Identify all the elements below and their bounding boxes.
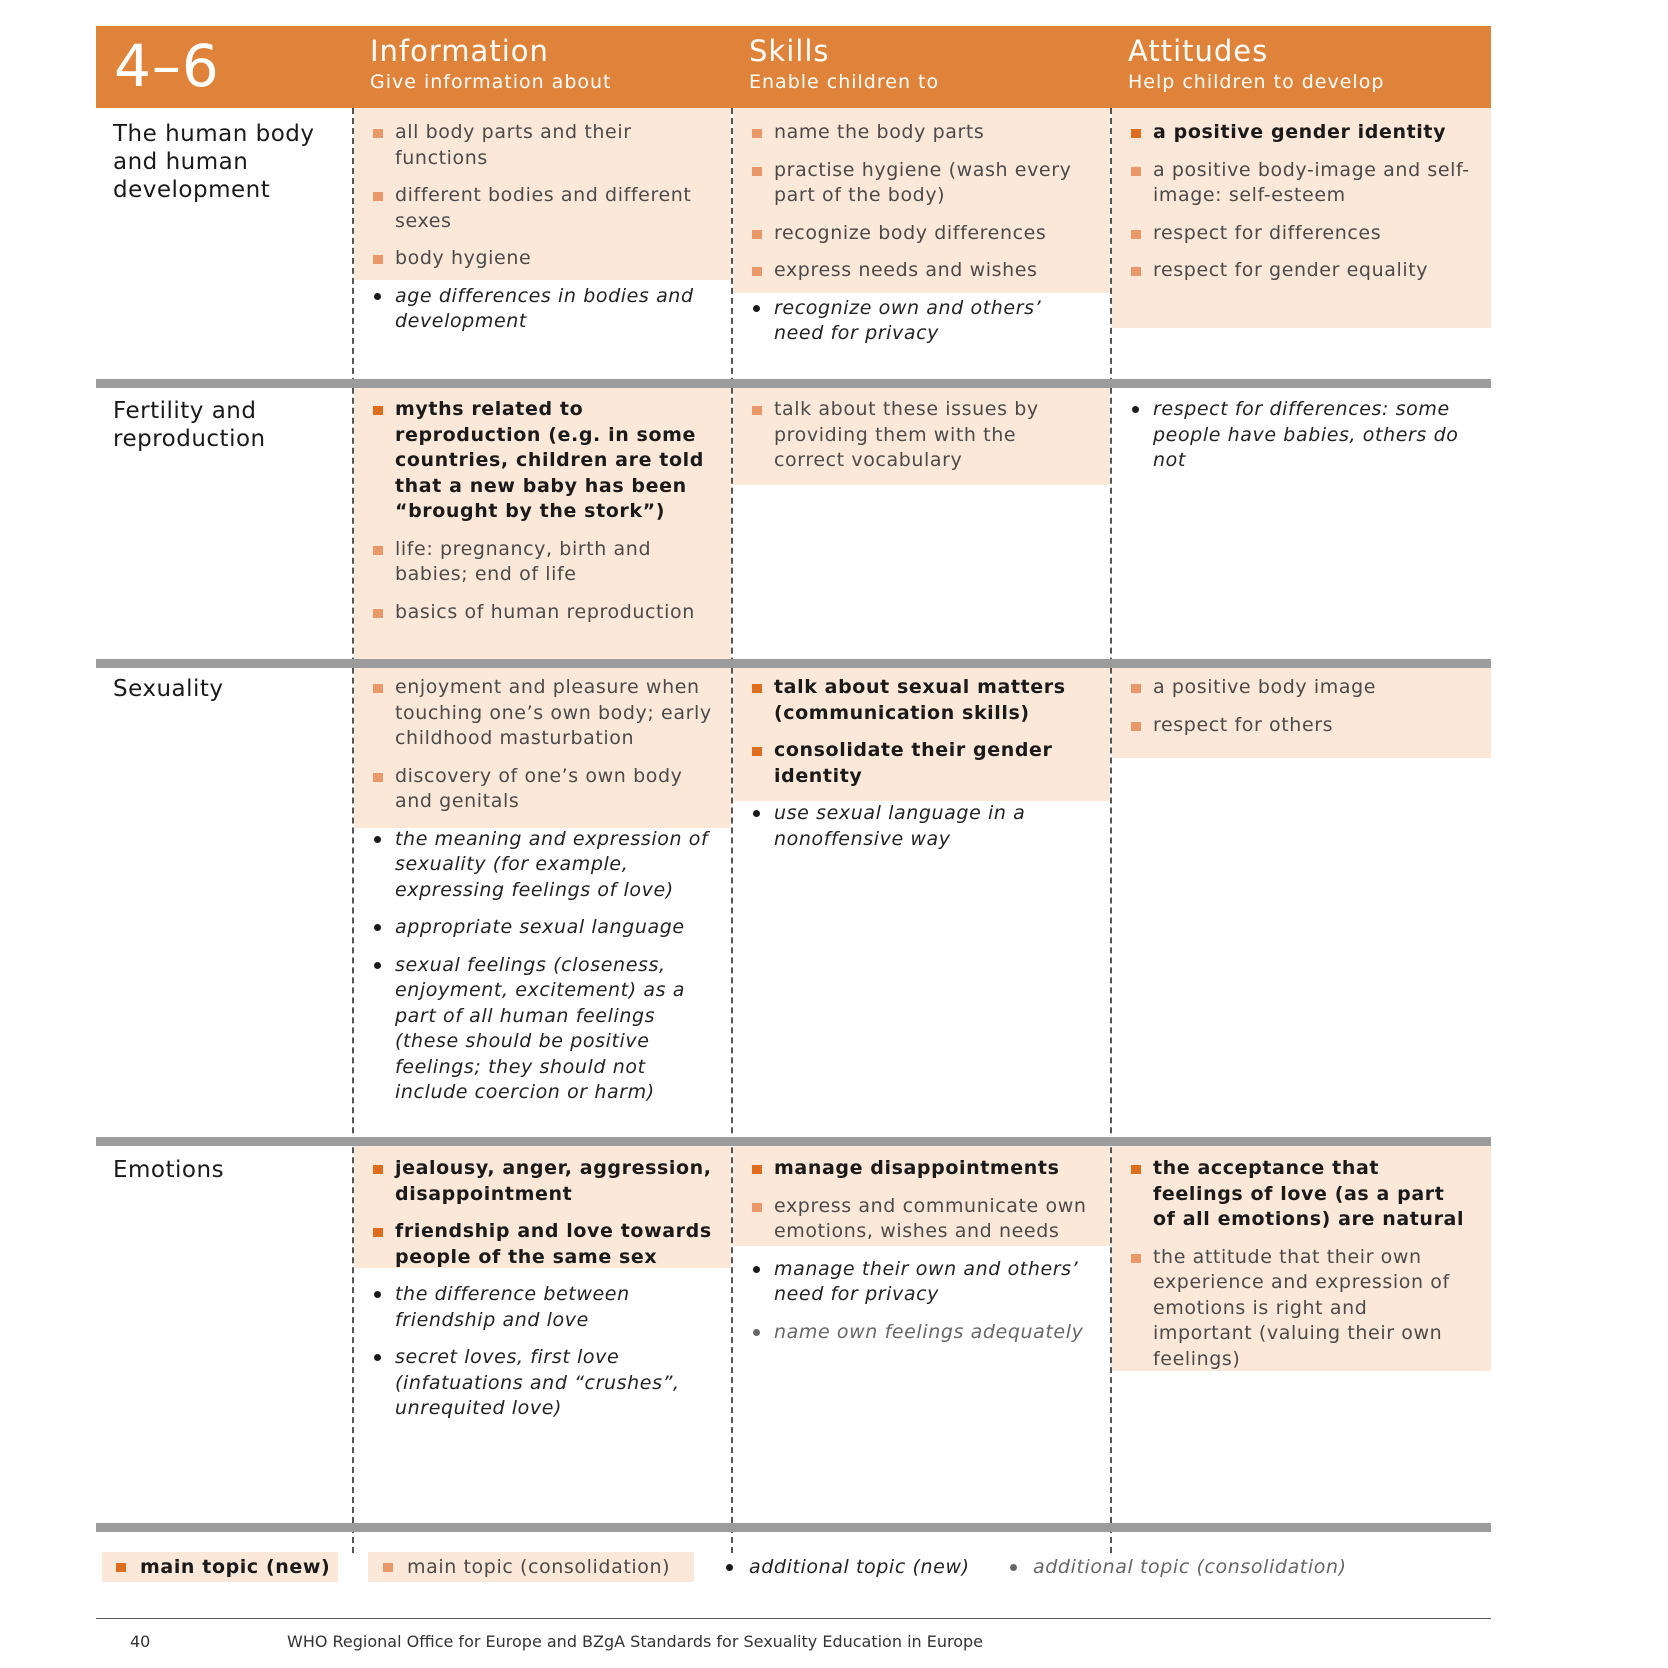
row-label-fertility: Fertility and reproduction	[113, 398, 266, 452]
bullet-marker-icon	[753, 1329, 760, 1336]
list-item	[733, 158, 1093, 209]
list-item-text: the difference between friendship and love	[395, 1283, 630, 1331]
list-item	[354, 764, 714, 815]
list-item-text: manage their own and others’ need for privacy	[774, 1257, 1079, 1305]
column-subtitle: Give information about	[370, 71, 612, 93]
list-item	[354, 1282, 714, 1333]
list-item-text: manage disappointments	[774, 1157, 1060, 1179]
list-item-text: talk about sexual matters (communication skills)	[774, 676, 1066, 724]
column-header-attitudes	[1128, 34, 1384, 94]
bullet-marker-icon	[753, 810, 760, 817]
list-item	[1112, 1156, 1472, 1233]
list-item-text: a positive body-image and self-image: self-esteem	[1153, 158, 1470, 206]
cell-information-human-body	[354, 120, 714, 347]
bullet-marker-icon	[374, 293, 381, 300]
list-item-text: sexual feelings (closeness, enjoyment, excitement) as a part of all human feelings (these should be positive feelings; they should not include coercion or harm)	[395, 953, 686, 1103]
list-item	[354, 600, 714, 626]
list-item-text: secret loves, first love (infatuations and “crushes”, unrequited love)	[395, 1346, 680, 1419]
square-marker-icon	[1131, 267, 1141, 276]
square-marker-icon	[373, 773, 383, 782]
page-number: 40	[130, 1632, 151, 1651]
cell-information-emotions	[354, 1156, 714, 1434]
row-label-sexuality: Sexuality	[113, 676, 224, 702]
list-item	[1112, 713, 1472, 739]
list-item	[354, 1156, 714, 1207]
column-title: Attitudes	[1128, 34, 1269, 68]
list-item	[733, 1320, 1093, 1346]
list-item-text: a positive gender identity	[1153, 121, 1447, 143]
cell-attitudes-human-body	[1112, 120, 1472, 296]
square-marker-icon	[1131, 722, 1141, 731]
legend-main-consolidation	[368, 1552, 694, 1582]
square-marker-icon	[1131, 129, 1141, 138]
column-title: Information	[370, 34, 549, 68]
list-item	[733, 1156, 1093, 1182]
list-item	[354, 827, 714, 904]
legend-label: main topic (consolidation)	[407, 1556, 671, 1578]
list-item	[354, 953, 714, 1106]
list-item	[354, 397, 714, 525]
square-marker-icon	[1131, 230, 1141, 239]
bullet-marker-icon	[753, 1266, 760, 1273]
list-item-text: different bodies and different sexes	[395, 184, 692, 232]
column-header-skills	[749, 34, 939, 94]
square-marker-icon	[383, 1563, 393, 1572]
list-item-text: basics of human reproduction	[395, 600, 695, 623]
list-item	[733, 221, 1093, 247]
list-item	[1112, 1245, 1472, 1373]
square-marker-icon	[373, 406, 383, 415]
list-item	[1112, 221, 1472, 247]
row-separator	[96, 659, 1491, 668]
list-item	[733, 675, 1093, 726]
list-item-text: life: pregnancy, birth and babies; end of life	[395, 537, 652, 585]
row-separator	[96, 1523, 1491, 1532]
list-item	[733, 1257, 1093, 1308]
list-item-text: age differences in bodies and development	[395, 284, 694, 332]
list-item	[733, 397, 1093, 474]
list-item-text: respect for others	[1153, 713, 1334, 736]
column-header-information	[370, 34, 612, 94]
square-marker-icon	[752, 406, 762, 415]
list-item-text: body hygiene	[395, 247, 532, 269]
table-header	[96, 26, 1491, 108]
publication-title: WHO Regional Office for Europe and BZgA Standards for Sexuality Education in Europe	[287, 1632, 984, 1651]
square-marker-icon	[1131, 1165, 1141, 1174]
list-item-text: the attitude that their own experience and expression of emotions is right and important (valuing their own feelings)	[1153, 1245, 1450, 1370]
bullet-marker-icon	[753, 305, 760, 312]
list-item-text: use sexual language in a nonoffensive way	[774, 802, 1026, 850]
list-item	[354, 183, 714, 234]
square-marker-icon	[373, 546, 383, 555]
bullet-marker-icon	[374, 924, 381, 931]
cell-skills-emotions	[733, 1156, 1093, 1357]
cell-skills-sexuality	[733, 675, 1093, 864]
list-item-text: friendship and love towards people of the same sex	[395, 1220, 712, 1268]
list-item	[733, 296, 1093, 347]
legend-additional-new	[722, 1552, 982, 1582]
square-marker-icon	[373, 192, 383, 201]
list-item-text: consolidate their gender identity	[774, 739, 1053, 787]
square-marker-icon	[373, 129, 383, 138]
list-item	[1112, 120, 1472, 146]
list-item	[1112, 397, 1472, 474]
list-item	[354, 1219, 714, 1270]
bullet-marker-icon	[726, 1564, 733, 1571]
list-item-text: discovery of one’s own body and genitals	[395, 764, 683, 812]
list-item-text: respect for differences: some people have babies, others do not	[1153, 398, 1459, 471]
list-item	[733, 1194, 1093, 1245]
list-item-text: express and communicate own emotions, wishes and needs	[774, 1194, 1087, 1242]
bullet-marker-icon	[1132, 406, 1139, 413]
list-item-text: jealousy, anger, aggression, disappointment	[395, 1157, 712, 1205]
square-marker-icon	[752, 230, 762, 239]
bullet-marker-icon	[374, 1291, 381, 1298]
list-item-text: name the body parts	[774, 121, 985, 143]
legend-label: main topic (new)	[140, 1556, 331, 1578]
list-item	[1112, 158, 1472, 209]
list-item-text: respect for gender equality	[1153, 259, 1429, 281]
legend-additional-consolidation	[1006, 1552, 1366, 1582]
row-label-human-body: The human body and human development	[113, 121, 315, 203]
list-item	[733, 258, 1093, 284]
square-marker-icon	[752, 684, 762, 693]
list-item	[1112, 675, 1472, 701]
list-item	[733, 120, 1093, 146]
cell-information-sexuality	[354, 675, 714, 1118]
column-subtitle: Help children to develop	[1128, 71, 1385, 93]
list-item-text: recognize body differences	[774, 221, 1047, 244]
footer-divider	[96, 1618, 1491, 1619]
list-item	[354, 284, 714, 335]
row-separator	[96, 379, 1491, 388]
list-item-text: enjoyment and pleasure when touching one’s own body; early childhood masturbation	[395, 676, 712, 749]
column-title: Skills	[749, 34, 830, 68]
list-item	[1112, 258, 1472, 284]
square-marker-icon	[373, 609, 383, 618]
list-item	[733, 738, 1093, 789]
list-item-text: all body parts and their functions	[395, 121, 632, 169]
list-item-text: respect for differences	[1153, 221, 1382, 244]
square-marker-icon	[373, 1165, 383, 1174]
cell-skills-fertility	[733, 397, 1093, 486]
bullet-marker-icon	[1010, 1564, 1017, 1571]
list-item	[354, 246, 714, 272]
row-label-emotions: Emotions	[113, 1157, 225, 1183]
square-marker-icon	[1131, 1254, 1141, 1263]
list-item-text: myths related to reproduction (e.g. in some countries, children are told that a new baby has been “brought by the stork”)	[395, 398, 704, 522]
square-marker-icon	[752, 747, 762, 756]
list-item	[354, 1345, 714, 1422]
list-item-text: practise hygiene (wash every part of the body)	[774, 158, 1072, 206]
list-item-text: talk about these issues by providing them with the correct vocabulary	[774, 398, 1039, 471]
bullet-marker-icon	[374, 836, 381, 843]
list-item	[354, 120, 714, 171]
list-item	[354, 675, 714, 752]
list-item	[354, 537, 714, 588]
square-marker-icon	[752, 1165, 762, 1174]
cell-attitudes-sexuality	[1112, 675, 1472, 750]
list-item-text: recognize own and others’ need for privacy	[774, 296, 1042, 344]
bullet-marker-icon	[374, 962, 381, 969]
cell-attitudes-fertility	[1112, 397, 1472, 486]
square-marker-icon	[752, 267, 762, 276]
square-marker-icon	[116, 1563, 126, 1572]
legend-main-new	[102, 1552, 338, 1582]
list-item-text: the meaning and expression of sexuality (for example, expressing feelings of love)	[395, 827, 709, 901]
square-marker-icon	[373, 684, 383, 693]
bullet-marker-icon	[374, 1354, 381, 1361]
list-item	[354, 915, 714, 941]
column-subtitle: Enable children to	[749, 71, 940, 93]
row-separator	[96, 1137, 1491, 1146]
legend-label: additional topic (new)	[749, 1556, 970, 1578]
square-marker-icon	[1131, 167, 1141, 176]
cell-information-fertility	[354, 397, 714, 637]
list-item-text: the acceptance that feelings of love (as a part of all emotions) are natural	[1153, 1157, 1465, 1230]
list-item-text: a positive body image	[1153, 676, 1377, 698]
list-item	[733, 801, 1093, 852]
list-item-text: name own feelings adequately	[774, 1320, 1084, 1343]
square-marker-icon	[752, 167, 762, 176]
square-marker-icon	[1131, 684, 1141, 693]
list-item-text: appropriate sexual language	[395, 916, 685, 938]
legend-label: additional topic (consolidation)	[1033, 1556, 1347, 1578]
square-marker-icon	[752, 1203, 762, 1212]
cell-skills-human-body	[733, 120, 1093, 359]
square-marker-icon	[752, 129, 762, 138]
age-group-label: 4–6	[114, 32, 220, 100]
list-item-text: express needs and wishes	[774, 259, 1038, 281]
cell-attitudes-emotions	[1112, 1156, 1472, 1384]
square-marker-icon	[373, 255, 383, 264]
square-marker-icon	[373, 1228, 383, 1237]
